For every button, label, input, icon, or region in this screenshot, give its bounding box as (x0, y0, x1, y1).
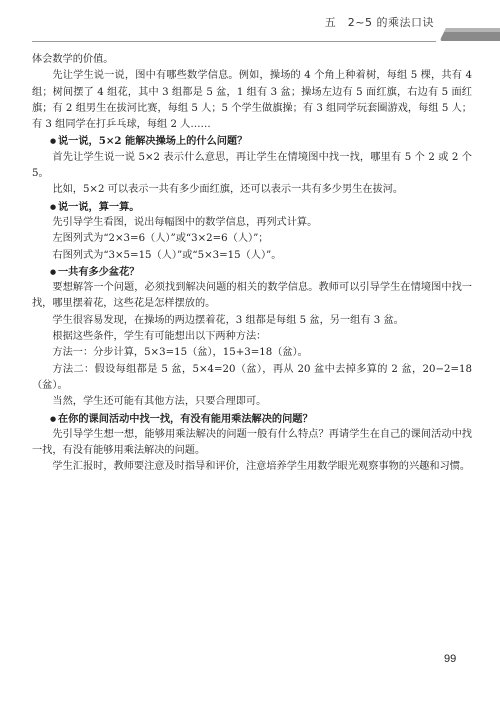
body-paragraph: 体会数学的价值。 (32, 54, 114, 65)
section-heading-text: 在你的课间活动中找一找，有没有能用乘法解决的问题？ (58, 412, 313, 425)
page-header (0, 0, 500, 40)
section-heading (32, 411, 472, 427)
section-heading (32, 264, 472, 280)
section-heading-text: 一共有多少盆花？ (58, 265, 140, 278)
bullet-dot-icon: ● (50, 413, 57, 423)
body-paragraph: 比如，5×2 可以表示一共有多少面红旗，还可以表示一共有多少男生在拔河。 (52, 184, 404, 196)
body-paragraph: 先让学生说一说，图中有哪些数学信息。例如，操场的 4 个角上种着树，每组 5 棵，共有 4 组；树间摆了 4 组花，其中 3 组都是 5 盆，1 组有 3 盆；操场左边有 5 面红旗，右边有 5 面红旗；有 2 组男生在拔河比赛，每组 5 人；5 个学生做旗操；有 3 组同学玩套圈游戏，每组 5 人；有 3 组同学在打乒乓球，每组 2 人…… (32, 70, 472, 131)
body-paragraph: 根据这些条件，学生有可能想出以下两种方法： (52, 331, 267, 343)
bullet-dot-icon: ● (50, 266, 57, 276)
body-paragraph: 学生汇报时，教师要注意及时指导和评价，注意培养学生用数学眼光观察事物的兴趣和习惯。 (52, 461, 471, 473)
section-heading-text: 说一说，5×2 能解决操场上的什么问题？ (58, 135, 248, 148)
chapter-tab-marker (440, 26, 500, 43)
body-paragraph: 右图列式为“3×5=15（人）”或“5×3=15（人）”。 (52, 249, 282, 261)
section-heading (32, 199, 472, 215)
body-paragraph: 先引导学生想一想，能够用乘法解决的问题一般有什么特点？再请学生在自己的课间活动中找一找，有没有能够用乘法解决的问题。 (32, 428, 472, 457)
body-paragraph: 要想解答一个问题，必须找到解决问题的相关的数学信息。教师可以引导学生在情境图中找一找，哪里摆着花，这些花是怎样摆放的。 (32, 282, 472, 310)
header-rule (32, 41, 436, 42)
body-paragraph: 左图列式为“2×3=6（人）”或“3×2=6（人）”； (52, 233, 269, 245)
body-paragraph: 首先让学生说一说 5×2 表示什么意思，再让学生在情境图中找一找，哪里有 5 个 2 或 2 个 5。 (32, 151, 472, 180)
body-paragraph: 学生很容易发现，在操场的两边摆着花，3 组都是每组 5 盆，另一组有 3 盆。 (52, 314, 404, 326)
section-heading-text: 说一说，算一算。 (58, 200, 140, 213)
body-paragraph: 先引导学生看图，说出每幅图中的数学信息，再列式计算。 (52, 216, 318, 228)
body-paragraph: 方法一：分步计算，5×3=15（盆），15+3=18（盆）。 (52, 347, 308, 359)
body-paragraph: 当然，学生还可能有其他方法，只要合理即可。 (52, 396, 267, 408)
chapter-title: 五 2~5 的乘法口诀 (324, 16, 434, 29)
bullet-dot-icon: ● (50, 136, 57, 146)
section-heading (32, 133, 472, 149)
body-paragraph: 方法二：假设每组都是 5 盆，5×4=20（盆），再从 20 盆中去掉多算的 2 盆，20−2=18（盆）。 (32, 363, 472, 391)
page-body (32, 52, 472, 476)
bullet-dot-icon: ● (50, 201, 57, 211)
page-number: 99 (444, 653, 457, 665)
